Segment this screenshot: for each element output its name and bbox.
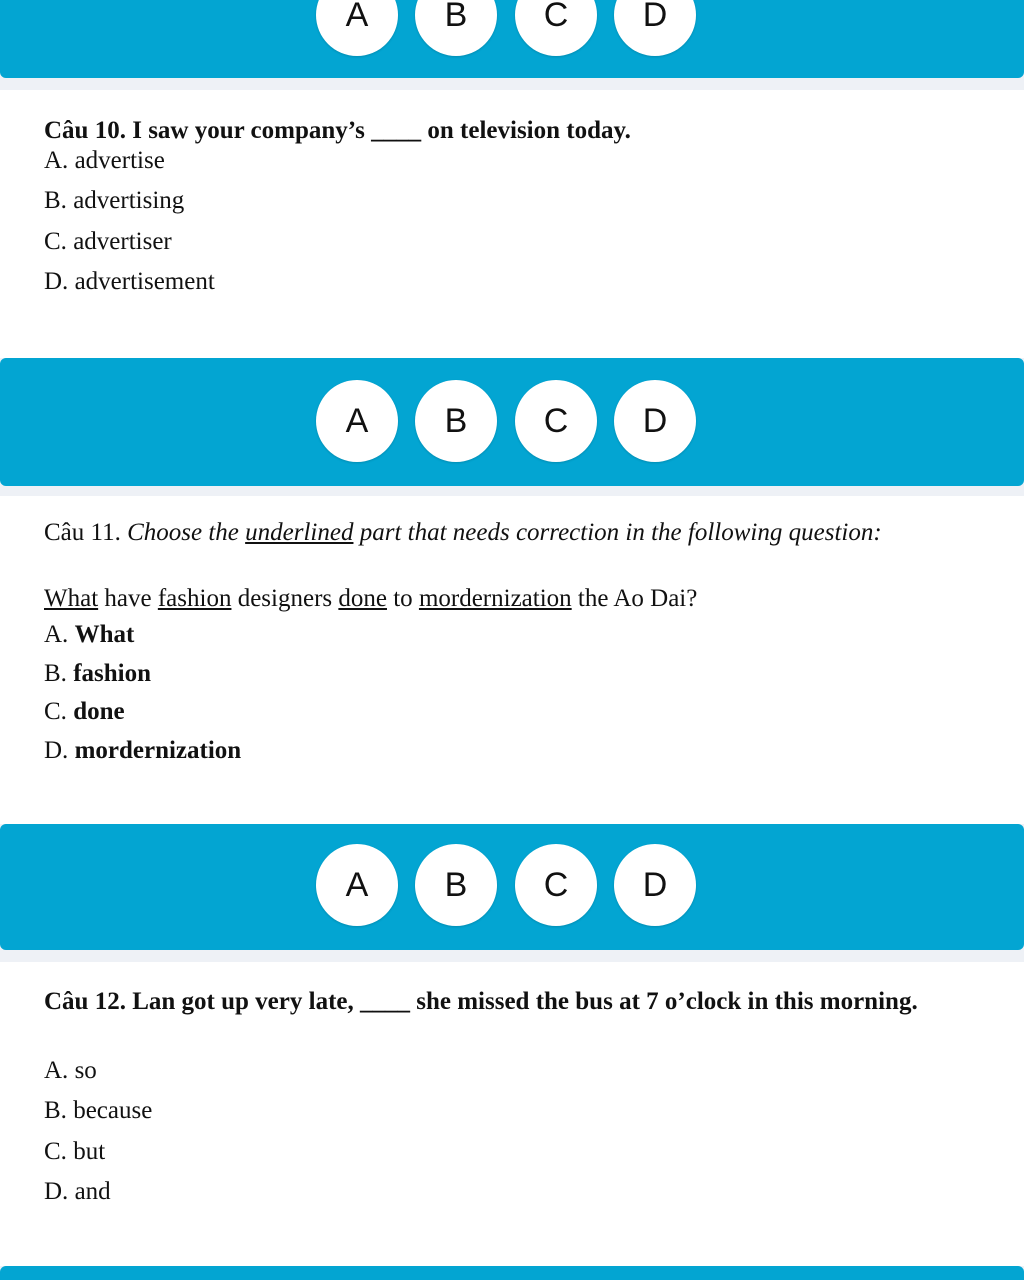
option-11-c[interactable]: C. done (44, 698, 125, 725)
option-11-b[interactable]: B. fashion (44, 660, 151, 687)
answer-bar-11 (0, 824, 1024, 950)
question-card-12 (0, 962, 1024, 1266)
answer-button-a[interactable]: A (316, 844, 398, 926)
option-10-b[interactable]: B. advertising (44, 187, 185, 214)
answer-bar-10 (0, 358, 1024, 486)
question-card-10 (0, 90, 1024, 358)
option-12-c[interactable]: C. but (44, 1138, 106, 1165)
answer-bar-top (0, 0, 1024, 78)
option-11-d[interactable]: D. mordernization (44, 737, 242, 764)
question-12-text: Câu 12. Lan got up very late, ____ she missed the bus at 7 o’clock in this morning. (44, 988, 918, 1015)
option-12-d[interactable]: D. and (44, 1178, 111, 1205)
question-11-text: Câu 11. Choose the underlined part that needs correction in the following question: (44, 519, 882, 546)
question-card-11 (0, 496, 1024, 824)
answer-button-b[interactable]: B (415, 844, 497, 926)
answer-button-b[interactable]: B (415, 380, 497, 462)
option-10-c[interactable]: C. advertiser (44, 228, 172, 255)
question-10-text: Câu 10. I saw your company’s ____ on television today. (44, 117, 631, 144)
question-11-sentence: What have fashion designers done to mordernization the Ao Dai? (44, 585, 698, 612)
answer-bar-12 (0, 1266, 1024, 1280)
answer-button-d[interactable]: D (614, 380, 696, 462)
answer-button-c[interactable]: C (515, 380, 597, 462)
answer-button-b[interactable]: B (415, 0, 497, 56)
answer-button-d[interactable]: D (614, 844, 696, 926)
option-10-a[interactable]: A. advertise (44, 147, 165, 174)
option-12-a[interactable]: A. so (44, 1057, 97, 1084)
answer-button-a[interactable]: A (316, 380, 398, 462)
answer-button-a[interactable]: A (316, 0, 398, 56)
answer-button-d[interactable]: D (614, 0, 696, 56)
option-12-b[interactable]: B. because (44, 1097, 153, 1124)
answer-button-c[interactable]: C (515, 844, 597, 926)
answer-button-c[interactable]: C (515, 0, 597, 56)
option-11-a[interactable]: A. What (44, 621, 135, 648)
option-10-d[interactable]: D. advertisement (44, 268, 215, 295)
